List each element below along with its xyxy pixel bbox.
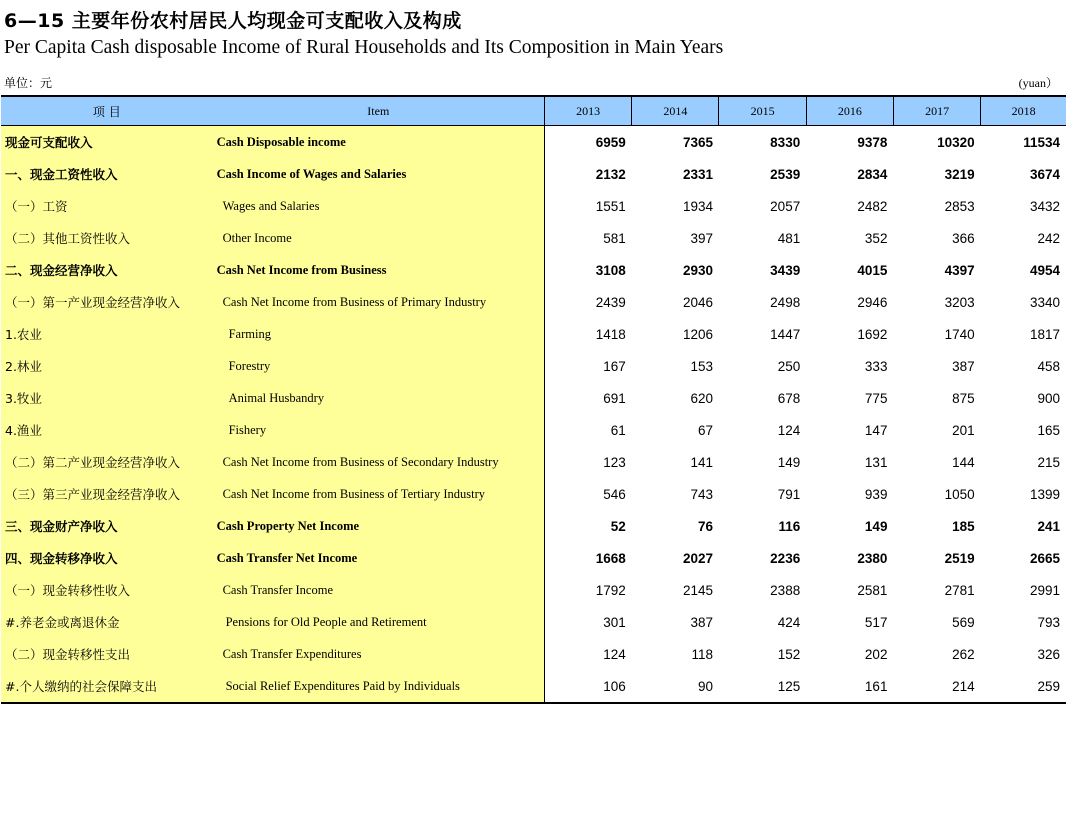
cell-value: 2388 [770, 582, 801, 598]
page-title-cn: 6—15 主要年份农村居民人均现金可支配收入及构成 [4, 10, 462, 32]
row-label-cn: 3.牧业 [1, 382, 213, 414]
cell-value: 118 [691, 646, 713, 662]
header-year: 2015 [719, 96, 806, 126]
cell-value: 4954 [1029, 262, 1060, 278]
cell-value: 1050 [944, 486, 975, 502]
cell-value: 1668 [595, 550, 626, 566]
cell-value: 2331 [682, 166, 713, 182]
cell-value: 2046 [682, 294, 713, 310]
cell-value: 144 [952, 454, 975, 470]
cell-value: 458 [1037, 358, 1060, 374]
header-item-cn: 项 目 [1, 96, 213, 126]
cell-value: 131 [864, 454, 888, 470]
cell-value: 259 [981, 670, 1066, 703]
header-year: 2016 [806, 96, 893, 126]
table-row [1, 222, 1066, 254]
cell-value: 2380 [857, 550, 888, 566]
cell-value: 775 [864, 390, 888, 406]
cell-value: 3674 [1029, 166, 1060, 182]
cell-value: 123 [603, 454, 626, 470]
cell-value: 1934 [682, 198, 713, 214]
cell-value: 352 [864, 230, 888, 246]
row-label-cn: 三、现金财产净收入 [1, 510, 213, 542]
cell-value: 152 [777, 646, 801, 662]
row-label-en: Forestry [213, 350, 545, 382]
table-row [1, 542, 1066, 574]
cell-value: 1817 [1029, 326, 1060, 342]
row-label-cn: 4.渔业 [1, 414, 213, 446]
cell-value: 141 [690, 454, 713, 470]
cell-value: 366 [952, 230, 975, 246]
cell-value: 546 [603, 486, 626, 502]
cell-value: 387 [952, 358, 975, 374]
row-label-cn: 2.林业 [1, 350, 213, 382]
cell-value: 2946 [857, 294, 888, 310]
row-label-en: Cash Transfer Net Income [213, 542, 545, 574]
table-row [1, 254, 1066, 286]
cell-value: 793 [1037, 614, 1060, 630]
cell-value: 2665 [1029, 550, 1060, 566]
header-item-en: Item [213, 96, 545, 126]
table-row [1, 574, 1066, 606]
cell-value: 11534 [1023, 134, 1060, 150]
cell-value: 569 [952, 614, 975, 630]
cell-value: 397 [690, 230, 713, 246]
cell-value: 61 [610, 422, 626, 438]
cell-value: 326 [1037, 646, 1060, 662]
table-row [1, 190, 1066, 222]
cell-value: 2539 [770, 166, 801, 182]
cell-value: 4397 [944, 262, 975, 278]
cell-value: 581 [603, 230, 626, 246]
cell-value: 242 [1037, 230, 1060, 246]
unit-label-cn: 单位：元 [4, 76, 53, 90]
cell-value: 116 [778, 518, 801, 534]
table-row [1, 670, 1066, 703]
row-label-en: Cash Net Income from Business of Tertiary Industry [213, 478, 545, 510]
table-row [1, 126, 1066, 159]
cell-value: 1399 [1029, 486, 1060, 502]
cell-value: 214 [893, 670, 980, 703]
cell-value: 241 [1037, 518, 1060, 534]
header-year: 2013 [545, 96, 632, 126]
unit-label-en: (yuan） [1018, 76, 1058, 90]
row-label-en: Cash Net Income from Business [213, 254, 545, 286]
row-label-cn: （一）第一产业现金经营净收入 [1, 286, 213, 318]
cell-value: 301 [603, 614, 626, 630]
cell-value: 1418 [595, 326, 626, 342]
cell-value: 2853 [944, 198, 975, 214]
cell-value: 678 [777, 390, 801, 406]
row-label-en: Cash Net Income from Business of Primary Industry [213, 286, 545, 318]
cell-value: 124 [603, 646, 626, 662]
cell-value: 333 [864, 358, 888, 374]
cell-value: 201 [952, 422, 975, 438]
cell-value: 875 [952, 390, 975, 406]
cell-value: 165 [1037, 422, 1060, 438]
table-row [1, 158, 1066, 190]
page-title-en: Per Capita Cash disposable Income of Rural Households and Its Composition in Main Years [4, 37, 724, 58]
row-label-cn: （一）现金转移性收入 [1, 574, 213, 606]
row-label-cn: （一）工资 [1, 190, 213, 222]
cell-value: 76 [697, 518, 713, 534]
cell-value: 106 [545, 670, 632, 703]
cell-value: 2781 [944, 582, 975, 598]
table-row [1, 478, 1066, 510]
cell-value: 3439 [770, 262, 801, 278]
header-year: 2018 [981, 96, 1066, 126]
cell-value: 481 [777, 230, 801, 246]
table-row [1, 606, 1066, 638]
row-label-cn: #.个人缴纳的社会保障支出 [1, 670, 213, 703]
cell-value: 620 [690, 390, 713, 406]
cell-value: 939 [864, 486, 888, 502]
header-year: 2017 [893, 96, 980, 126]
table-row [1, 382, 1066, 414]
cell-value: 2132 [595, 166, 626, 182]
row-label-cn: （二）现金转移性支出 [1, 638, 213, 670]
cell-value: 124 [777, 422, 801, 438]
cell-value: 2498 [770, 294, 801, 310]
row-label-cn: 1.农业 [1, 318, 213, 350]
cell-value: 6959 [595, 134, 626, 150]
row-label-cn: 现金可支配收入 [1, 126, 213, 159]
cell-value: 149 [777, 454, 801, 470]
row-label-cn: #.养老金或离退休金 [1, 606, 213, 638]
cell-value: 1551 [595, 198, 626, 214]
cell-value: 2482 [857, 198, 888, 214]
cell-value: 791 [777, 486, 801, 502]
table-row [1, 638, 1066, 670]
income-table [1, 95, 1066, 704]
cell-value: 3203 [944, 294, 975, 310]
cell-value: 691 [603, 390, 626, 406]
cell-value: 262 [952, 646, 975, 662]
row-label-cn: 一、现金工资性收入 [1, 158, 213, 190]
cell-value: 90 [632, 670, 719, 703]
row-label-en: Cash Net Income from Business of Secondary Industry [213, 446, 545, 478]
cell-value: 2439 [595, 294, 626, 310]
cell-value: 67 [697, 422, 713, 438]
header-year: 2014 [632, 96, 719, 126]
row-label-en: Cash Disposable income [213, 126, 545, 159]
cell-value: 10320 [937, 134, 975, 150]
cell-value: 1206 [682, 326, 713, 342]
row-label-en: Other Income [213, 222, 545, 254]
cell-value: 215 [1037, 454, 1060, 470]
table-header-row [1, 96, 1066, 126]
cell-value: 125 [719, 670, 806, 703]
cell-value: 167 [603, 358, 626, 374]
cell-value: 8330 [770, 134, 801, 150]
cell-value: 2930 [682, 262, 713, 278]
cell-value: 1740 [944, 326, 975, 342]
table-row [1, 414, 1066, 446]
cell-value: 2027 [682, 550, 713, 566]
row-label-cn: 四、现金转移净收入 [1, 542, 213, 574]
cell-value: 2834 [857, 166, 888, 182]
cell-value: 9378 [857, 134, 888, 150]
cell-value: 3432 [1029, 198, 1060, 214]
row-label-en: Cash Property Net Income [213, 510, 545, 542]
cell-value: 185 [952, 518, 975, 534]
cell-value: 517 [864, 614, 888, 630]
row-label-en: Wages and Salaries [213, 190, 545, 222]
cell-value: 3219 [944, 166, 975, 182]
cell-value: 387 [690, 614, 713, 630]
table-row [1, 350, 1066, 382]
cell-value: 2057 [770, 198, 801, 214]
row-label-en: Fishery [213, 414, 545, 446]
table-row [1, 446, 1066, 478]
cell-value: 52 [610, 518, 626, 534]
cell-value: 743 [690, 486, 713, 502]
table-row [1, 286, 1066, 318]
cell-value: 202 [864, 646, 888, 662]
row-label-en: Pensions for Old People and Retirement [213, 606, 545, 638]
cell-value: 7365 [682, 134, 713, 150]
cell-value: 3108 [595, 262, 626, 278]
cell-value: 250 [777, 358, 801, 374]
cell-value: 1692 [857, 326, 888, 342]
cell-value: 149 [864, 518, 888, 534]
cell-value: 2581 [857, 582, 888, 598]
table-row [1, 318, 1066, 350]
cell-value: 1447 [770, 326, 801, 342]
cell-value: 4015 [857, 262, 888, 278]
cell-value: 2236 [770, 550, 801, 566]
cell-value: 424 [777, 614, 801, 630]
cell-value: 3340 [1029, 294, 1060, 310]
cell-value: 1792 [595, 582, 626, 598]
row-label-en: Cash Transfer Income [213, 574, 545, 606]
row-label-en: Cash Income of Wages and Salaries [213, 158, 545, 190]
row-label-cn: 二、现金经营净收入 [1, 254, 213, 286]
row-label-en: Farming [213, 318, 545, 350]
cell-value: 2991 [1029, 582, 1060, 598]
cell-value: 161 [806, 670, 893, 703]
row-label-en: Social Relief Expenditures Paid by Individuals [213, 670, 545, 703]
row-label-cn: （二）第二产业现金经营净收入 [1, 446, 213, 478]
row-label-en: Cash Transfer Expenditures [213, 638, 545, 670]
cell-value: 2519 [944, 550, 975, 566]
row-label-cn: （二）其他工资性收入 [1, 222, 213, 254]
cell-value: 147 [864, 422, 888, 438]
cell-value: 153 [690, 358, 713, 374]
cell-value: 900 [1037, 390, 1060, 406]
table-row [1, 510, 1066, 542]
row-label-en: Animal Husbandry [213, 382, 545, 414]
cell-value: 2145 [682, 582, 713, 598]
row-label-cn: （三）第三产业现金经营净收入 [1, 478, 213, 510]
